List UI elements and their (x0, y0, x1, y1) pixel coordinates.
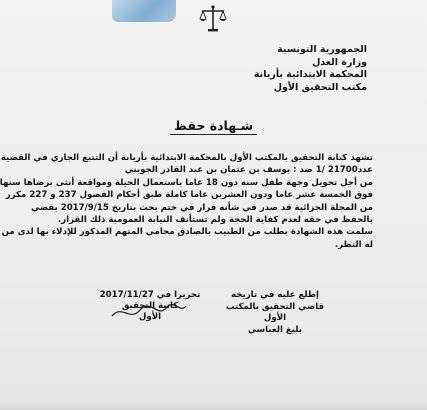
header-office: مكتب التحقيق الأول (273, 81, 367, 93)
document-title: شـهادة حفظ (170, 118, 257, 135)
judge-name: بليغ العباسي (247, 324, 302, 335)
stamp-fragment (112, 0, 176, 22)
page-shadow (0, 402, 427, 410)
certificate-body (0, 152, 373, 251)
scales-of-justice-icon (198, 4, 228, 34)
clerk-signature (108, 300, 188, 324)
body-line: عدد21700 /1 ضد : يوسف بن عثمان بن عبد القادر الجويني (124, 165, 373, 176)
clerk-title: كاتبة التحقيق (121, 301, 179, 311)
body-line: فوق الخمسة عشر عاما ودون العشرين عاما كاملة طبق أحكام الفصول 237 و 227 مكرر (5, 190, 373, 201)
header-ministry: وزارة العدل (312, 56, 367, 68)
body-line: بالحفظ في حقه لعدم كفاية الحجة ولم تستأنف النيابة العمومية ذلك القرار. (57, 215, 373, 226)
body-line: سلمت هذه الشهادة بطلب من الطبيب بالصادق محامي المتهم المذكور للإدلاء بها لدى من (1, 227, 373, 238)
body-line: له النظر. (334, 239, 373, 250)
document-title-wrapper (0, 118, 427, 133)
judge-title: قاضي التحقيق بالمكتب الأول (225, 301, 325, 323)
judge-signature-block (215, 290, 335, 336)
letterhead (187, 44, 367, 94)
reviewed-note: إطلع عليه في تاريخه (231, 290, 319, 300)
body-line: من المجلة الجزائية قد صدر في شأنه قرار في ختم بحث بتاريخ 2017/9/15 يقضي (31, 202, 373, 213)
issue-date: تحريرا في 2017/11/27 (99, 290, 201, 300)
header-court: المحكمة الابتدائية بأريانة (253, 69, 367, 80)
clerk-office: الأول (138, 312, 162, 322)
body-line: تشهد كتابة التحقيق بالمكتب الأول بالمحكمة الابتدائية بأريانة أن التتبع الجاري في القضية (0, 153, 373, 163)
body-line: من أجل تحويل وجهة طفل سنه دون 18 عاما باستعمال الحيلة ومواقعة أنثى برضاها سنها (0, 177, 373, 188)
header-republic: الجمهورية التونسية (277, 44, 367, 55)
